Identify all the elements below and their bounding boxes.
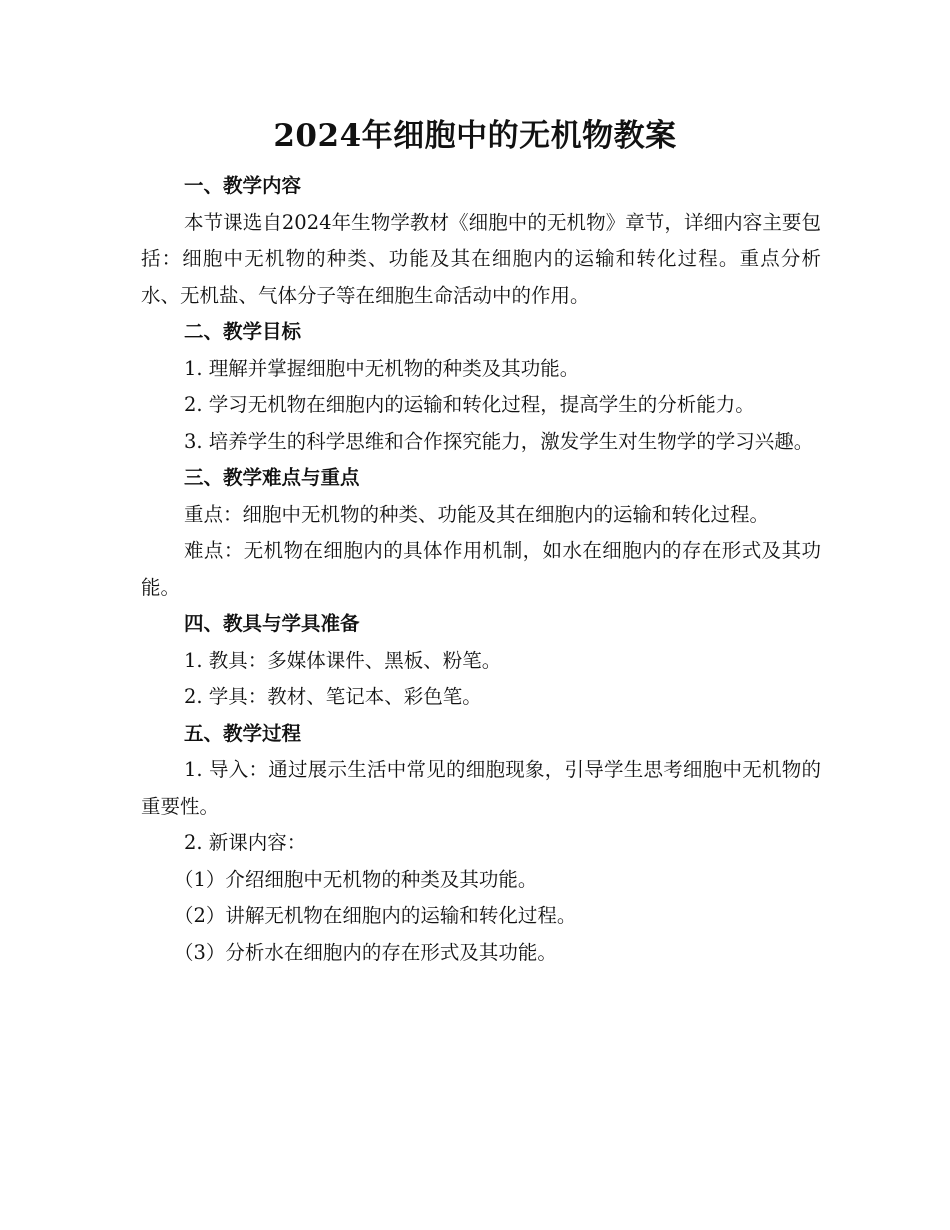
process-subitem-3: （3）分析水在细胞内的存在形式及其功能。 (174, 940, 557, 964)
process-intro: 1. 导入：通过展示生活中常见的细胞现象，引导学生思考细胞中无机物的重要性。 (141, 758, 821, 818)
content-paragraph: 本节课选自2024年生物学教材《细胞中的无机物》章节，详细内容主要包括：细胞中无机物的种类、功能及其在细胞内的运输和转化过程。重点分析水、无机盐、气体分子等在细胞生命活动中的作用。 (141, 210, 821, 307)
document-body (141, 168, 821, 971)
document-title: 2024年细胞中的无机物教案 (273, 118, 677, 154)
tool-item-1: 1. 教具：多媒体课件、黑板、粉笔。 (184, 648, 502, 672)
goal-item-1: 1. 理解并掌握细胞中无机物的种类及其功能。 (184, 356, 580, 380)
key-point-paragraph: 重点：细胞中无机物的种类、功能及其在细胞内的运输和转化过程。 (184, 502, 770, 526)
goal-item-2: 2. 学习无机物在细胞内的运输和转化过程，提高学生的分析能力。 (184, 393, 755, 416)
section-heading-content: 一、教学内容 (184, 174, 302, 197)
section-heading-process: 五、教学过程 (184, 721, 302, 745)
process-new-content: 2. 新课内容： (184, 831, 307, 854)
tool-item-2: 2. 学具：教材、笔记本、彩色笔。 (184, 685, 482, 708)
process-subitem-2: （2）讲解无机物在细胞内的运输和转化过程。 (174, 904, 577, 927)
section-heading-tools: 四、教具与学具准备 (184, 612, 360, 635)
difficult-point-paragraph: 难点：无机物在细胞内的具体作用机制，如水在细胞内的存在形式及其功能。 (141, 539, 821, 599)
goal-item-3: 3. 培养学生的科学思维和合作探究能力，激发学生对生物学的学习兴趣。 (184, 429, 814, 453)
section-heading-goals: 二、教学目标 (184, 320, 302, 343)
process-subitem-1: （1）介绍细胞中无机物的种类及其功能。 (174, 867, 538, 891)
section-heading-difficulties: 三、教学难点与重点 (184, 466, 360, 489)
